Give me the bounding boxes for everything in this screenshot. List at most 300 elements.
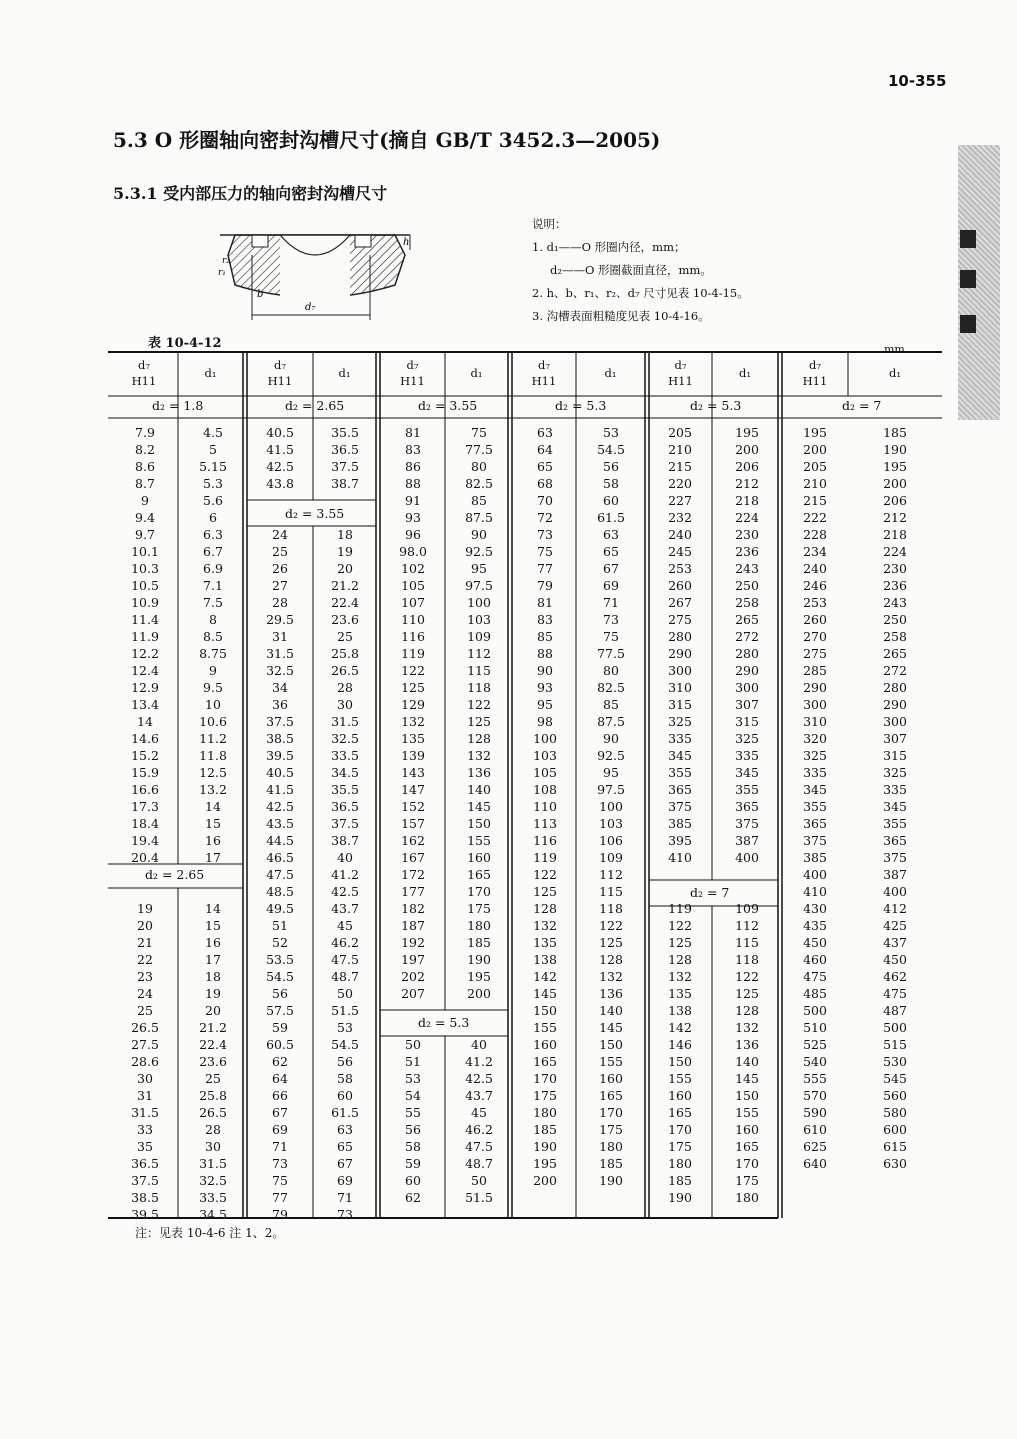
table-cell: 12.9 xyxy=(131,680,159,695)
table-cell: 24 xyxy=(137,986,153,1001)
group-label: d₂ = 3.55 xyxy=(418,398,478,413)
table-cell: 365 xyxy=(668,782,692,797)
table-cell: 73 xyxy=(337,1207,353,1222)
table-cell: 325 xyxy=(803,748,827,763)
page-number: 10-355 xyxy=(888,72,947,90)
table-cell: 122 xyxy=(599,918,623,933)
table-cell: 258 xyxy=(735,595,759,610)
table-cell: 8.5 xyxy=(203,629,223,644)
col-d1 xyxy=(444,424,514,1206)
table-cell: 83 xyxy=(537,612,553,627)
table-cell: 5.15 xyxy=(199,459,227,474)
table-cell: 206 xyxy=(735,459,759,474)
table-cell: 25 xyxy=(205,1071,221,1086)
table-cell: 243 xyxy=(883,595,907,610)
table-cell: 365 xyxy=(803,816,827,831)
table-cell: 136 xyxy=(735,1037,759,1052)
table-cell: 132 xyxy=(735,1020,759,1035)
table-cell xyxy=(645,883,715,900)
label-r1: r₁ xyxy=(218,268,226,278)
table-cell: 37.5 xyxy=(331,816,359,831)
table-cell: 437 xyxy=(883,935,907,950)
table-cell: 28 xyxy=(205,1122,221,1137)
table-cell: 6.3 xyxy=(203,527,223,542)
table-cell: 71 xyxy=(337,1190,353,1205)
table-cell: 147 xyxy=(401,782,425,797)
table-cell: 31 xyxy=(272,629,288,644)
table-cell: 260 xyxy=(668,578,692,593)
table-cell: 218 xyxy=(735,493,759,508)
table-cell: 33.5 xyxy=(331,748,359,763)
table-cell: 510 xyxy=(803,1020,827,1035)
table-cell: 162 xyxy=(401,833,425,848)
header-d7: d₇ H11 xyxy=(400,358,425,388)
table-cell: 150 xyxy=(599,1037,623,1052)
table-cell: 253 xyxy=(803,595,827,610)
table-cell: 138 xyxy=(668,1003,692,1018)
table-cell: 143 xyxy=(401,765,425,780)
table-cell: 22 xyxy=(137,952,153,967)
table-cell xyxy=(378,1019,448,1036)
table-cell: 345 xyxy=(735,765,759,780)
table-cell: 20.4 xyxy=(131,850,159,865)
table-cell: 9.7 xyxy=(135,527,155,542)
table-cell: 375 xyxy=(803,833,827,848)
table-cell: 98.0 xyxy=(399,544,427,559)
table-cell: 77 xyxy=(537,561,553,576)
table-cell: 132 xyxy=(668,969,692,984)
group-label: d₂ = 5.3 xyxy=(690,398,742,413)
table-cell: 10.3 xyxy=(131,561,159,576)
table-cell: 625 xyxy=(803,1139,827,1154)
table-cell xyxy=(245,509,315,526)
table-cell: 72 xyxy=(537,510,553,525)
table-cell: 122 xyxy=(735,969,759,984)
table-cell: 160 xyxy=(735,1122,759,1137)
table-cell: 71 xyxy=(272,1139,288,1154)
table-cell: 90 xyxy=(471,527,487,542)
table-cell: 73 xyxy=(603,612,619,627)
table-cell: 39.5 xyxy=(131,1207,159,1222)
table-cell: 222 xyxy=(803,510,827,525)
table-cell: 175 xyxy=(599,1122,623,1137)
col-d7 xyxy=(510,424,580,1189)
table-cell: 35.5 xyxy=(331,425,359,440)
table-cell: 195 xyxy=(803,425,827,440)
table-cell: 155 xyxy=(668,1071,692,1086)
label-d7: d₇ xyxy=(305,302,316,313)
table-cell: 34.5 xyxy=(199,1207,227,1222)
table-cell: 48.7 xyxy=(465,1156,493,1171)
table-cell: 96 xyxy=(405,527,421,542)
col-d7 xyxy=(645,424,715,1206)
table-cell: 139 xyxy=(401,748,425,763)
table-cell: 97.5 xyxy=(465,578,493,593)
table-cell: 290 xyxy=(883,697,907,712)
table-cell: 530 xyxy=(883,1054,907,1069)
table-cell: 345 xyxy=(803,782,827,797)
table-cell: 18 xyxy=(337,527,353,542)
table-cell: 307 xyxy=(883,731,907,746)
table-cell: 90 xyxy=(603,731,619,746)
col-d1 xyxy=(576,424,646,1189)
table-cell: 62 xyxy=(272,1054,288,1069)
table-cell: 35 xyxy=(137,1139,153,1154)
table-cell: 47.5 xyxy=(266,867,294,882)
table-cell: 77.5 xyxy=(597,646,625,661)
table-cell: 160 xyxy=(599,1071,623,1086)
table-cell: 315 xyxy=(668,697,692,712)
table-cell: 105 xyxy=(533,765,557,780)
table-cell: 60.5 xyxy=(266,1037,294,1052)
table-cell: 180 xyxy=(533,1105,557,1120)
group-label: d₂ = 5.3 xyxy=(555,398,607,413)
table-cell: 100 xyxy=(599,799,623,814)
table-cell: 27 xyxy=(272,578,288,593)
header-d1: d₁ xyxy=(470,366,483,380)
table-cell: 56 xyxy=(405,1122,421,1137)
table-cell: 10 xyxy=(205,697,221,712)
table-cell: 47.5 xyxy=(465,1139,493,1154)
table-cell: 65 xyxy=(537,459,553,474)
table-cell: 300 xyxy=(803,697,827,712)
table-cell: 103 xyxy=(467,612,491,627)
table-cell: 500 xyxy=(803,1003,827,1018)
table-cell: 12.4 xyxy=(131,663,159,678)
header-d7: d₇ H11 xyxy=(668,358,693,388)
table-cell: 7.5 xyxy=(203,595,223,610)
table-cell: 97.5 xyxy=(597,782,625,797)
table-cell xyxy=(245,492,315,509)
table-cell: 115 xyxy=(467,663,491,678)
table-cell: 155 xyxy=(467,833,491,848)
table-cell: 128 xyxy=(599,952,623,967)
table-cell: 14 xyxy=(137,714,153,729)
table-cell: 23.6 xyxy=(199,1054,227,1069)
table-cell: 450 xyxy=(803,935,827,950)
table-cell: 92.5 xyxy=(597,748,625,763)
table-cell: 43.5 xyxy=(266,816,294,831)
header-d1: d₁ xyxy=(889,366,901,380)
table-cell: 387 xyxy=(883,867,907,882)
table-cell: 365 xyxy=(883,833,907,848)
table-cell: 75 xyxy=(272,1173,288,1188)
table-cell: 7.1 xyxy=(203,578,223,593)
table-cell: 300 xyxy=(668,663,692,678)
table-cell: 5.6 xyxy=(203,493,223,508)
table-cell: 425 xyxy=(883,918,907,933)
table-cell: 48.5 xyxy=(266,884,294,899)
table-cell: 182 xyxy=(401,901,425,916)
table-cell: 187 xyxy=(401,918,425,933)
table-cell: 155 xyxy=(533,1020,557,1035)
table-cell: 60 xyxy=(337,1088,353,1103)
table-cell: 90 xyxy=(537,663,553,678)
table-cell: 8.75 xyxy=(199,646,227,661)
table-cell: 59 xyxy=(405,1156,421,1171)
table-cell: 75 xyxy=(603,629,619,644)
groove-diagram xyxy=(210,215,425,325)
table-cell xyxy=(178,883,248,900)
table-cell: 167 xyxy=(401,850,425,865)
header-d7: d₇ H11 xyxy=(531,358,557,388)
table-cell: 113 xyxy=(533,816,557,831)
table-cell xyxy=(444,1019,514,1036)
table-cell: 51 xyxy=(405,1054,421,1069)
table-cell: 218 xyxy=(883,527,907,542)
table-cell: 175 xyxy=(735,1173,759,1188)
table-cell: 58 xyxy=(337,1071,353,1086)
table-cell: 140 xyxy=(467,782,491,797)
table-cell: 85 xyxy=(471,493,487,508)
table-cell: 202 xyxy=(401,969,425,984)
table-cell: 195 xyxy=(735,425,759,440)
table-cell: 53 xyxy=(603,425,619,440)
col-d7 xyxy=(110,424,180,1223)
col-d7 xyxy=(780,424,850,1172)
table-label: 表 10-4-12 xyxy=(148,336,222,351)
table-cell: 11.2 xyxy=(199,731,227,746)
table-cell: 15.9 xyxy=(131,765,159,780)
table-cell: 15 xyxy=(205,816,221,831)
table-cell: 355 xyxy=(668,765,692,780)
table-cell: 119 xyxy=(533,850,557,865)
table-cell: 95 xyxy=(471,561,487,576)
table-cell: 98 xyxy=(537,714,553,729)
table-cell: 140 xyxy=(735,1054,759,1069)
table-cell: 60 xyxy=(603,493,619,508)
table-cell: 300 xyxy=(883,714,907,729)
table-cell: 150 xyxy=(533,1003,557,1018)
table-cell: 80 xyxy=(603,663,619,678)
label-h: h xyxy=(403,237,410,248)
table-cell: 155 xyxy=(599,1054,623,1069)
table-cell: 50 xyxy=(405,1037,421,1052)
table-cell: 27.5 xyxy=(131,1037,159,1052)
table-cell: 58 xyxy=(405,1139,421,1154)
table-cell: 21.2 xyxy=(331,578,359,593)
table-cell: 610 xyxy=(803,1122,827,1137)
table-cell: 175 xyxy=(533,1088,557,1103)
table-cell: 160 xyxy=(533,1037,557,1052)
table-cell: 145 xyxy=(735,1071,759,1086)
table-cell: 37.5 xyxy=(331,459,359,474)
table-cell: 56 xyxy=(603,459,619,474)
table-cell: 31.5 xyxy=(199,1156,227,1171)
table-cell: 79 xyxy=(537,578,553,593)
table-cell: 15.2 xyxy=(131,748,159,763)
table-cell: 275 xyxy=(803,646,827,661)
table-cell: 112 xyxy=(599,867,623,882)
table-cell: 345 xyxy=(883,799,907,814)
col-d1 xyxy=(712,424,782,1206)
table-cell: 325 xyxy=(735,731,759,746)
table-cell: 136 xyxy=(467,765,491,780)
table-cell: 145 xyxy=(533,986,557,1001)
table-cell: 19.4 xyxy=(131,833,159,848)
table-cell: 125 xyxy=(599,935,623,950)
table-cell: 165 xyxy=(599,1088,623,1103)
table-cell: 46.2 xyxy=(465,1122,493,1137)
table-cell: 132 xyxy=(533,918,557,933)
table-cell: 310 xyxy=(668,680,692,695)
table-cell: 20 xyxy=(337,561,353,576)
table-cell: 10.6 xyxy=(199,714,227,729)
table-cell: 197 xyxy=(401,952,425,967)
header-d1: d₁ xyxy=(739,366,751,380)
table-cell: 17.3 xyxy=(131,799,159,814)
table-cell: 55 xyxy=(405,1105,421,1120)
table-cell: 28 xyxy=(272,595,288,610)
table-cell: 210 xyxy=(803,476,827,491)
group-label: d₂ = 1.8 xyxy=(152,398,204,413)
table-cell: 450 xyxy=(883,952,907,967)
table-cell: 150 xyxy=(467,816,491,831)
table-cell: 170 xyxy=(533,1071,557,1086)
table-cell: 5.3 xyxy=(203,476,223,491)
table-cell: 25 xyxy=(337,629,353,644)
col-d7 xyxy=(245,424,315,1223)
table-cell: 12.5 xyxy=(199,765,227,780)
table-cell: 85 xyxy=(603,697,619,712)
table-cell: 47.5 xyxy=(331,952,359,967)
table-cell: 128 xyxy=(735,1003,759,1018)
table-cell: 365 xyxy=(735,799,759,814)
table-cell: 69 xyxy=(603,578,619,593)
table-cell: 280 xyxy=(883,680,907,695)
table-cell: 63 xyxy=(337,1122,353,1137)
table-cell: 335 xyxy=(735,748,759,763)
table-cell: 285 xyxy=(803,663,827,678)
table-cell: 280 xyxy=(668,629,692,644)
table-cell: 320 xyxy=(803,731,827,746)
table-cell: 14.6 xyxy=(131,731,159,746)
note-line: 3. 沟槽表面粗糙度见表 10-4-16。 xyxy=(532,309,710,323)
table-cell: 224 xyxy=(735,510,759,525)
table-cell: 31.5 xyxy=(331,714,359,729)
group-label: d₂ = 3.55 xyxy=(285,506,345,521)
table-cell: 185 xyxy=(883,425,907,440)
table-cell: 33.5 xyxy=(199,1190,227,1205)
table-cell: 11.8 xyxy=(199,748,227,763)
table-cell: 75 xyxy=(537,544,553,559)
section-title: 5.3 O 形圈轴向密封沟槽尺寸(摘自 GB/T 3452.3—2005) xyxy=(113,128,661,152)
table-cell: 170 xyxy=(599,1105,623,1120)
table-cell: 525 xyxy=(803,1037,827,1052)
table-cell: 246 xyxy=(803,578,827,593)
table-cell: 17 xyxy=(205,952,221,967)
table-cell: 129 xyxy=(401,697,425,712)
table-cell: 64 xyxy=(537,442,553,457)
table-cell: 42.5 xyxy=(266,459,294,474)
table-cell: 119 xyxy=(668,901,692,916)
table-cell: 485 xyxy=(803,986,827,1001)
table-cell: 105 xyxy=(401,578,425,593)
table-cell: 9.4 xyxy=(135,510,155,525)
table-cell: 243 xyxy=(735,561,759,576)
table-cell: 20 xyxy=(137,918,153,933)
table-cell: 180 xyxy=(668,1156,692,1171)
table-cell xyxy=(310,509,380,526)
table-cell xyxy=(712,866,782,883)
table-cell: 56 xyxy=(272,986,288,1001)
table-cell: 44.5 xyxy=(266,833,294,848)
table-cell: 375 xyxy=(668,799,692,814)
table-cell: 335 xyxy=(668,731,692,746)
table-cell: 400 xyxy=(803,867,827,882)
table-cell xyxy=(110,866,180,883)
table-cell: 185 xyxy=(668,1173,692,1188)
table-cell: 412 xyxy=(883,901,907,916)
table-cell: 87.5 xyxy=(597,714,625,729)
table-cell: 32.5 xyxy=(266,663,294,678)
table-cell: 192 xyxy=(401,935,425,950)
table-cell: 335 xyxy=(883,782,907,797)
table-cell: 25 xyxy=(272,544,288,559)
table-cell: 31.5 xyxy=(266,646,294,661)
table-cell xyxy=(310,492,380,509)
table-cell: 185 xyxy=(533,1122,557,1137)
table-cell: 25 xyxy=(137,1003,153,1018)
header-d1: d₁ xyxy=(604,366,617,380)
table-cell: 600 xyxy=(883,1122,907,1137)
table-cell: 152 xyxy=(401,799,425,814)
table-cell: 48.7 xyxy=(331,969,359,984)
table-cell: 54 xyxy=(405,1088,421,1103)
table-cell: 88 xyxy=(405,476,421,491)
table-cell: 132 xyxy=(401,714,425,729)
table-cell: 54.5 xyxy=(331,1037,359,1052)
table-cell: 83 xyxy=(405,442,421,457)
table-cell: 82.5 xyxy=(465,476,493,491)
table-cell: 145 xyxy=(467,799,491,814)
table-cell: 125 xyxy=(735,986,759,1001)
table-cell: 77.5 xyxy=(465,442,493,457)
table-cell: 41.5 xyxy=(266,782,294,797)
table-cell: 45 xyxy=(337,918,353,933)
table-cell: 73 xyxy=(272,1156,288,1171)
table-cell: 122 xyxy=(401,663,425,678)
table-cell: 63 xyxy=(603,527,619,542)
table-cell: 30 xyxy=(337,697,353,712)
table-cell: 125 xyxy=(401,680,425,695)
table-cell: 37.5 xyxy=(266,714,294,729)
table-cell: 42.5 xyxy=(266,799,294,814)
table-cell: 16 xyxy=(205,935,221,950)
table-cell: 41.2 xyxy=(465,1054,493,1069)
table-cell: 42.5 xyxy=(331,884,359,899)
table-cell: 41.5 xyxy=(266,442,294,457)
table-cell: 215 xyxy=(803,493,827,508)
table-cell: 146 xyxy=(668,1037,692,1052)
table-cell: 43.7 xyxy=(465,1088,493,1103)
table-cell: 165 xyxy=(467,867,491,882)
table-cell: 116 xyxy=(401,629,425,644)
table-cell: 165 xyxy=(735,1139,759,1154)
table-cell: 253 xyxy=(668,561,692,576)
table-cell: 32.5 xyxy=(199,1173,227,1188)
table-cell: 200 xyxy=(803,442,827,457)
table-cell: 228 xyxy=(803,527,827,542)
table-cell: 26.5 xyxy=(131,1020,159,1035)
table-cell: 54.5 xyxy=(266,969,294,984)
table-cell: 31.5 xyxy=(131,1105,159,1120)
table-cell: 85 xyxy=(537,629,553,644)
table-cell: 63 xyxy=(537,425,553,440)
table-cell: 227 xyxy=(668,493,692,508)
table-cell: 40.5 xyxy=(266,425,294,440)
table-cell: 125 xyxy=(668,935,692,950)
